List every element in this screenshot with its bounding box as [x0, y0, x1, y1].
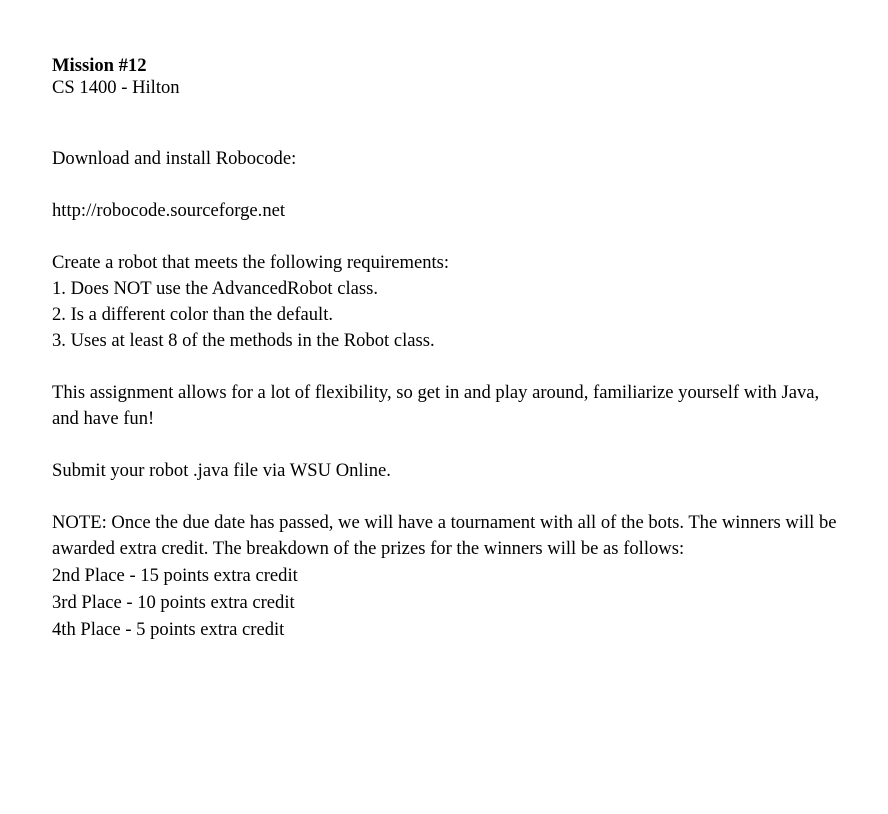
- mission-title: Mission #12: [52, 55, 147, 76]
- tournament-note: NOTE: Once the due date has passed, we will have a tournament with all of the bots. The winners will be awarded extra credit. The breakdown of the prizes for the winners will be as follows:: [52, 512, 837, 559]
- robocode-url: http://robocode.sourceforge.net: [52, 200, 286, 221]
- requirement-item: 2. Is a different color than the default.: [52, 304, 334, 325]
- prize-item: 2nd Place - 15 points extra credit: [52, 565, 298, 586]
- requirement-item: 3. Uses at least 8 of the methods in the Robot class.: [52, 330, 435, 351]
- prize-item: 4th Place - 5 points extra credit: [52, 619, 285, 640]
- prizes-list: [52, 562, 842, 643]
- requirements-intro: Create a robot that meets the following requirements:: [52, 252, 450, 273]
- course-subtitle: CS 1400 - Hilton: [52, 77, 180, 98]
- requirements-list: [52, 276, 842, 354]
- submit-instructions: Submit your robot .java file via WSU Online.: [52, 460, 391, 481]
- document-page: [52, 55, 842, 643]
- requirement-item: 1. Does NOT use the AdvancedRobot class.: [52, 278, 379, 299]
- intro-text: Download and install Robocode:: [52, 148, 297, 169]
- flexibility-paragraph: This assignment allows for a lot of flexibility, so get in and play around, familiarize yourself with Java, and have fun!: [52, 382, 820, 429]
- prize-item: 3rd Place - 10 points extra credit: [52, 592, 295, 613]
